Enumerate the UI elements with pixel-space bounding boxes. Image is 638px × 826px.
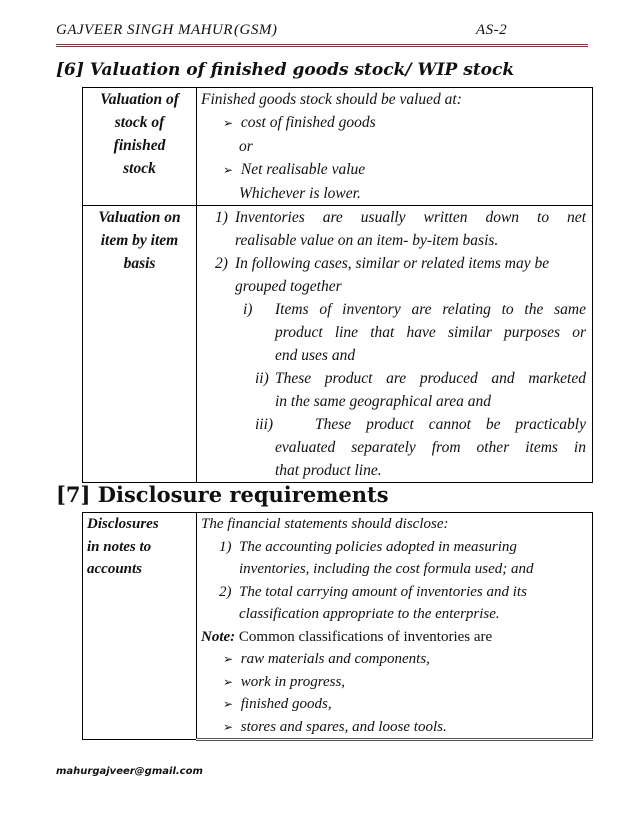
sub-item-number: ii)	[255, 370, 269, 387]
list-item	[201, 716, 592, 739]
tail-text: Whichever is lower.	[239, 185, 361, 202]
page-header	[56, 22, 586, 42]
arrow-bullet-icon: ➢	[223, 652, 234, 666]
list-item	[201, 158, 592, 182]
sub-item	[197, 298, 586, 367]
sub-item-text: that product line.	[275, 462, 382, 479]
numbered-item	[201, 581, 592, 626]
disclosure-table	[82, 512, 593, 741]
list-item-text: stores and spares, and loose tools.	[240, 718, 447, 735]
section-6-title: [6] Valuation of finished goods stock/ WIP stock	[56, 60, 515, 80]
list-item-text: cost of finished goods	[240, 114, 376, 131]
footer-email: mahurgajveer@gmail.com	[56, 766, 203, 777]
item-number: 2)	[219, 583, 232, 600]
label-line: stock of	[114, 114, 165, 131]
list-item-text: Net realisable value	[240, 161, 366, 178]
table-row	[83, 513, 593, 740]
arrow-bullet-icon: ➢	[223, 116, 234, 130]
numbered-item	[197, 252, 586, 298]
label-line: finished	[113, 137, 166, 154]
label-line: Valuation of	[100, 91, 179, 108]
item-number: 1)	[215, 209, 228, 226]
table-row	[83, 88, 593, 206]
or-text: or	[239, 138, 253, 155]
item-text: inventories, including the cost formula used; and	[239, 561, 534, 577]
sub-item-text: evaluated separately from other items in	[275, 439, 586, 456]
list-item	[201, 671, 592, 694]
standard-code: AS-2	[476, 22, 508, 38]
list-item	[201, 111, 592, 135]
note-label: Note:	[201, 628, 236, 645]
sub-item-text: These product are produced and marketed	[275, 370, 586, 387]
label-line: basis	[123, 255, 156, 272]
header-rule	[56, 44, 588, 47]
sub-item-text: These product cannot be practicably	[315, 416, 586, 433]
row-content-valuation-of-stock	[197, 88, 593, 206]
arrow-bullet-icon: ➢	[223, 163, 234, 177]
label-line: accounts	[87, 561, 143, 577]
label-line: Disclosures	[87, 516, 159, 532]
sub-item-text: product line that have similar purposes or	[275, 324, 586, 341]
list-item-text: finished goods,	[240, 696, 332, 712]
list-item-text: work in progress,	[240, 673, 346, 690]
item-number: 2)	[215, 255, 228, 272]
table-row	[83, 206, 593, 483]
label-line: in notes to	[87, 538, 152, 555]
row-label-valuation-of-stock	[83, 88, 197, 206]
item-text: classification appropriate to the enterprise.	[239, 606, 500, 622]
section-7-title: [7] Disclosure requirements	[56, 482, 389, 507]
sub-item-text: in the same geographical area and	[275, 393, 491, 410]
valuation-table	[82, 87, 593, 483]
note-line	[201, 626, 592, 649]
item-number: 1)	[219, 538, 232, 555]
intro-text: The financial statements should disclose:	[201, 516, 449, 532]
item-text: The total carrying amount of inventories and its	[239, 583, 527, 600]
row-label-disclosures	[83, 513, 197, 740]
sub-item-text: Items of inventory are relating to the same	[275, 301, 586, 318]
item-text: realisable value on an item- by-item basis.	[235, 232, 499, 249]
arrow-bullet-icon: ➢	[223, 697, 234, 711]
row-content-item-by-item	[197, 206, 593, 483]
sub-item	[197, 367, 586, 413]
list-item	[201, 648, 592, 671]
item-text: In following cases, similar or related items may be	[235, 255, 550, 272]
label-line: stock	[123, 160, 156, 177]
note-text: Common classifications of inventories are	[235, 628, 493, 645]
author-name: GAJVEER SINGH MAHUR	[56, 22, 233, 38]
list-item	[201, 693, 592, 716]
numbered-item	[201, 536, 592, 581]
sub-item-text: end uses and	[275, 347, 356, 364]
arrow-bullet-icon: ➢	[223, 674, 234, 689]
arrow-bullet-icon: ➢	[223, 719, 234, 734]
author-initials: (GSM)	[234, 22, 278, 38]
sub-item	[197, 413, 586, 482]
sub-item-number: iii)	[255, 416, 274, 433]
numbered-item	[197, 206, 586, 252]
sub-item-number: i)	[243, 301, 253, 318]
item-text: Inventories are usually written down to net	[235, 209, 586, 226]
item-text: The accounting policies adopted in measuring	[239, 538, 517, 555]
label-line: Valuation on	[98, 209, 181, 226]
list-item-text: raw materials and components,	[240, 651, 430, 667]
row-content-disclosures	[197, 513, 593, 740]
row-label-item-by-item	[83, 206, 197, 483]
item-text: grouped together	[235, 278, 342, 295]
label-line: item by item	[100, 232, 179, 249]
intro-text: Finished goods stock should be valued at:	[201, 91, 462, 108]
